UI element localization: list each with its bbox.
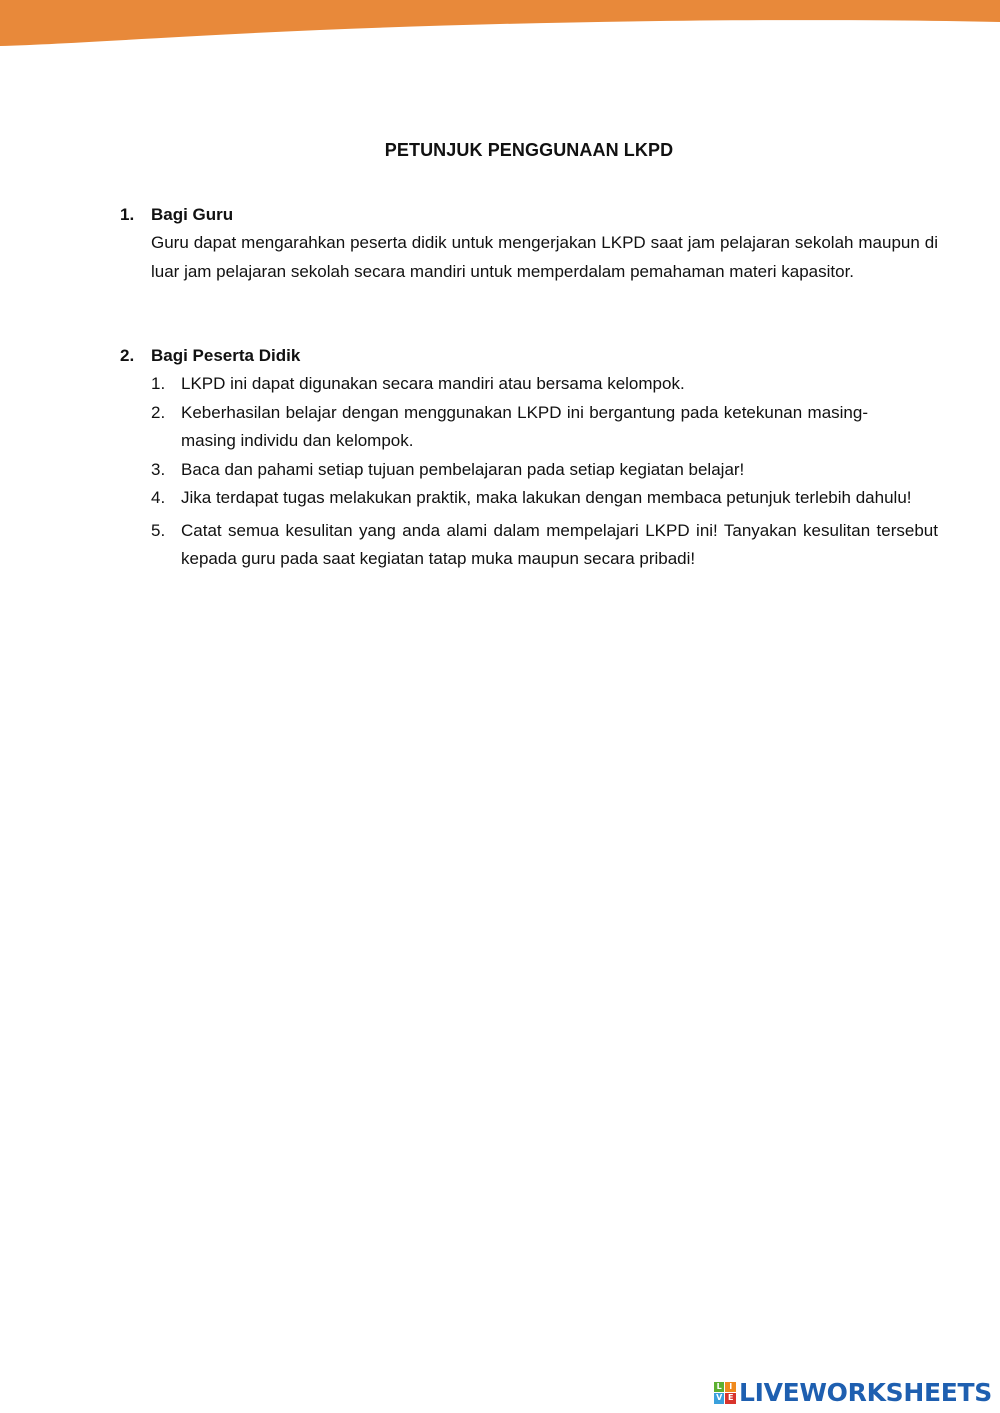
orange-header-band [0, 0, 1000, 60]
list-item-number: 4. [151, 488, 166, 507]
section-heading [120, 201, 938, 229]
list-item [151, 517, 938, 574]
section-heading-label: Bagi Peserta Didik [151, 346, 301, 365]
list-item-text: Baca dan pahami setiap tujuan pembelajaran pada setiap kegiatan belajar! [181, 459, 745, 479]
logo-mark-letter: E [725, 1393, 736, 1404]
list-item-number: 5. [151, 520, 166, 540]
list-item [151, 456, 938, 485]
list-item-number: 1. [151, 374, 166, 393]
liveworksheets-logo [714, 1378, 992, 1407]
list-item-number: 2. [151, 402, 166, 422]
list-item-number: 3. [151, 459, 166, 479]
list-item [151, 370, 938, 399]
instruction-list [151, 370, 938, 574]
section-bagi-peserta-didik [120, 342, 938, 574]
logo-mark-letter: L [714, 1382, 725, 1393]
list-item [151, 399, 938, 456]
list-item-text: Keberhasilan belajar dengan menggunakan LKPD ini bergantung pada ketekunan masing-masing individu dan kelompok. [181, 402, 868, 450]
section-heading-label: Bagi Guru [151, 205, 234, 224]
section-number: 2. [120, 346, 135, 365]
section-bagi-guru [120, 201, 938, 286]
logo-mark-letter: V [714, 1393, 725, 1404]
page-title: PETUNJUK PENGGUNAAN LKPD [384, 140, 674, 160]
logo-mark-icon [714, 1382, 736, 1404]
section-heading [120, 342, 938, 370]
list-item-text: Catat semua kesulitan yang anda alami dalam mempelajari LKPD ini! Tanyakan kesulitan tersebut kepada guru pada saat kegiatan tatap muka maupun secara pribadi! [181, 520, 938, 568]
list-item [151, 484, 938, 513]
logo-mark-letter: I [725, 1382, 736, 1393]
section-paragraph: Guru dapat mengarahkan peserta didik untuk mengerjakan LKPD saat jam pelajaran sekolah maupun di luar jam pelajaran sekolah secara mandiri untuk memperdalam pemahaman materi kapasitor. [151, 233, 938, 281]
logo-text: LIVEWORKSHEETS [738, 1378, 992, 1407]
section-number: 1. [120, 205, 135, 224]
list-item-text: LKPD ini dapat digunakan secara mandiri atau bersama kelompok. [181, 374, 685, 393]
list-item-text: Jika terdapat tugas melakukan praktik, maka lakukan dengan membaca petunjuk terlebih dahulu! [181, 488, 912, 507]
